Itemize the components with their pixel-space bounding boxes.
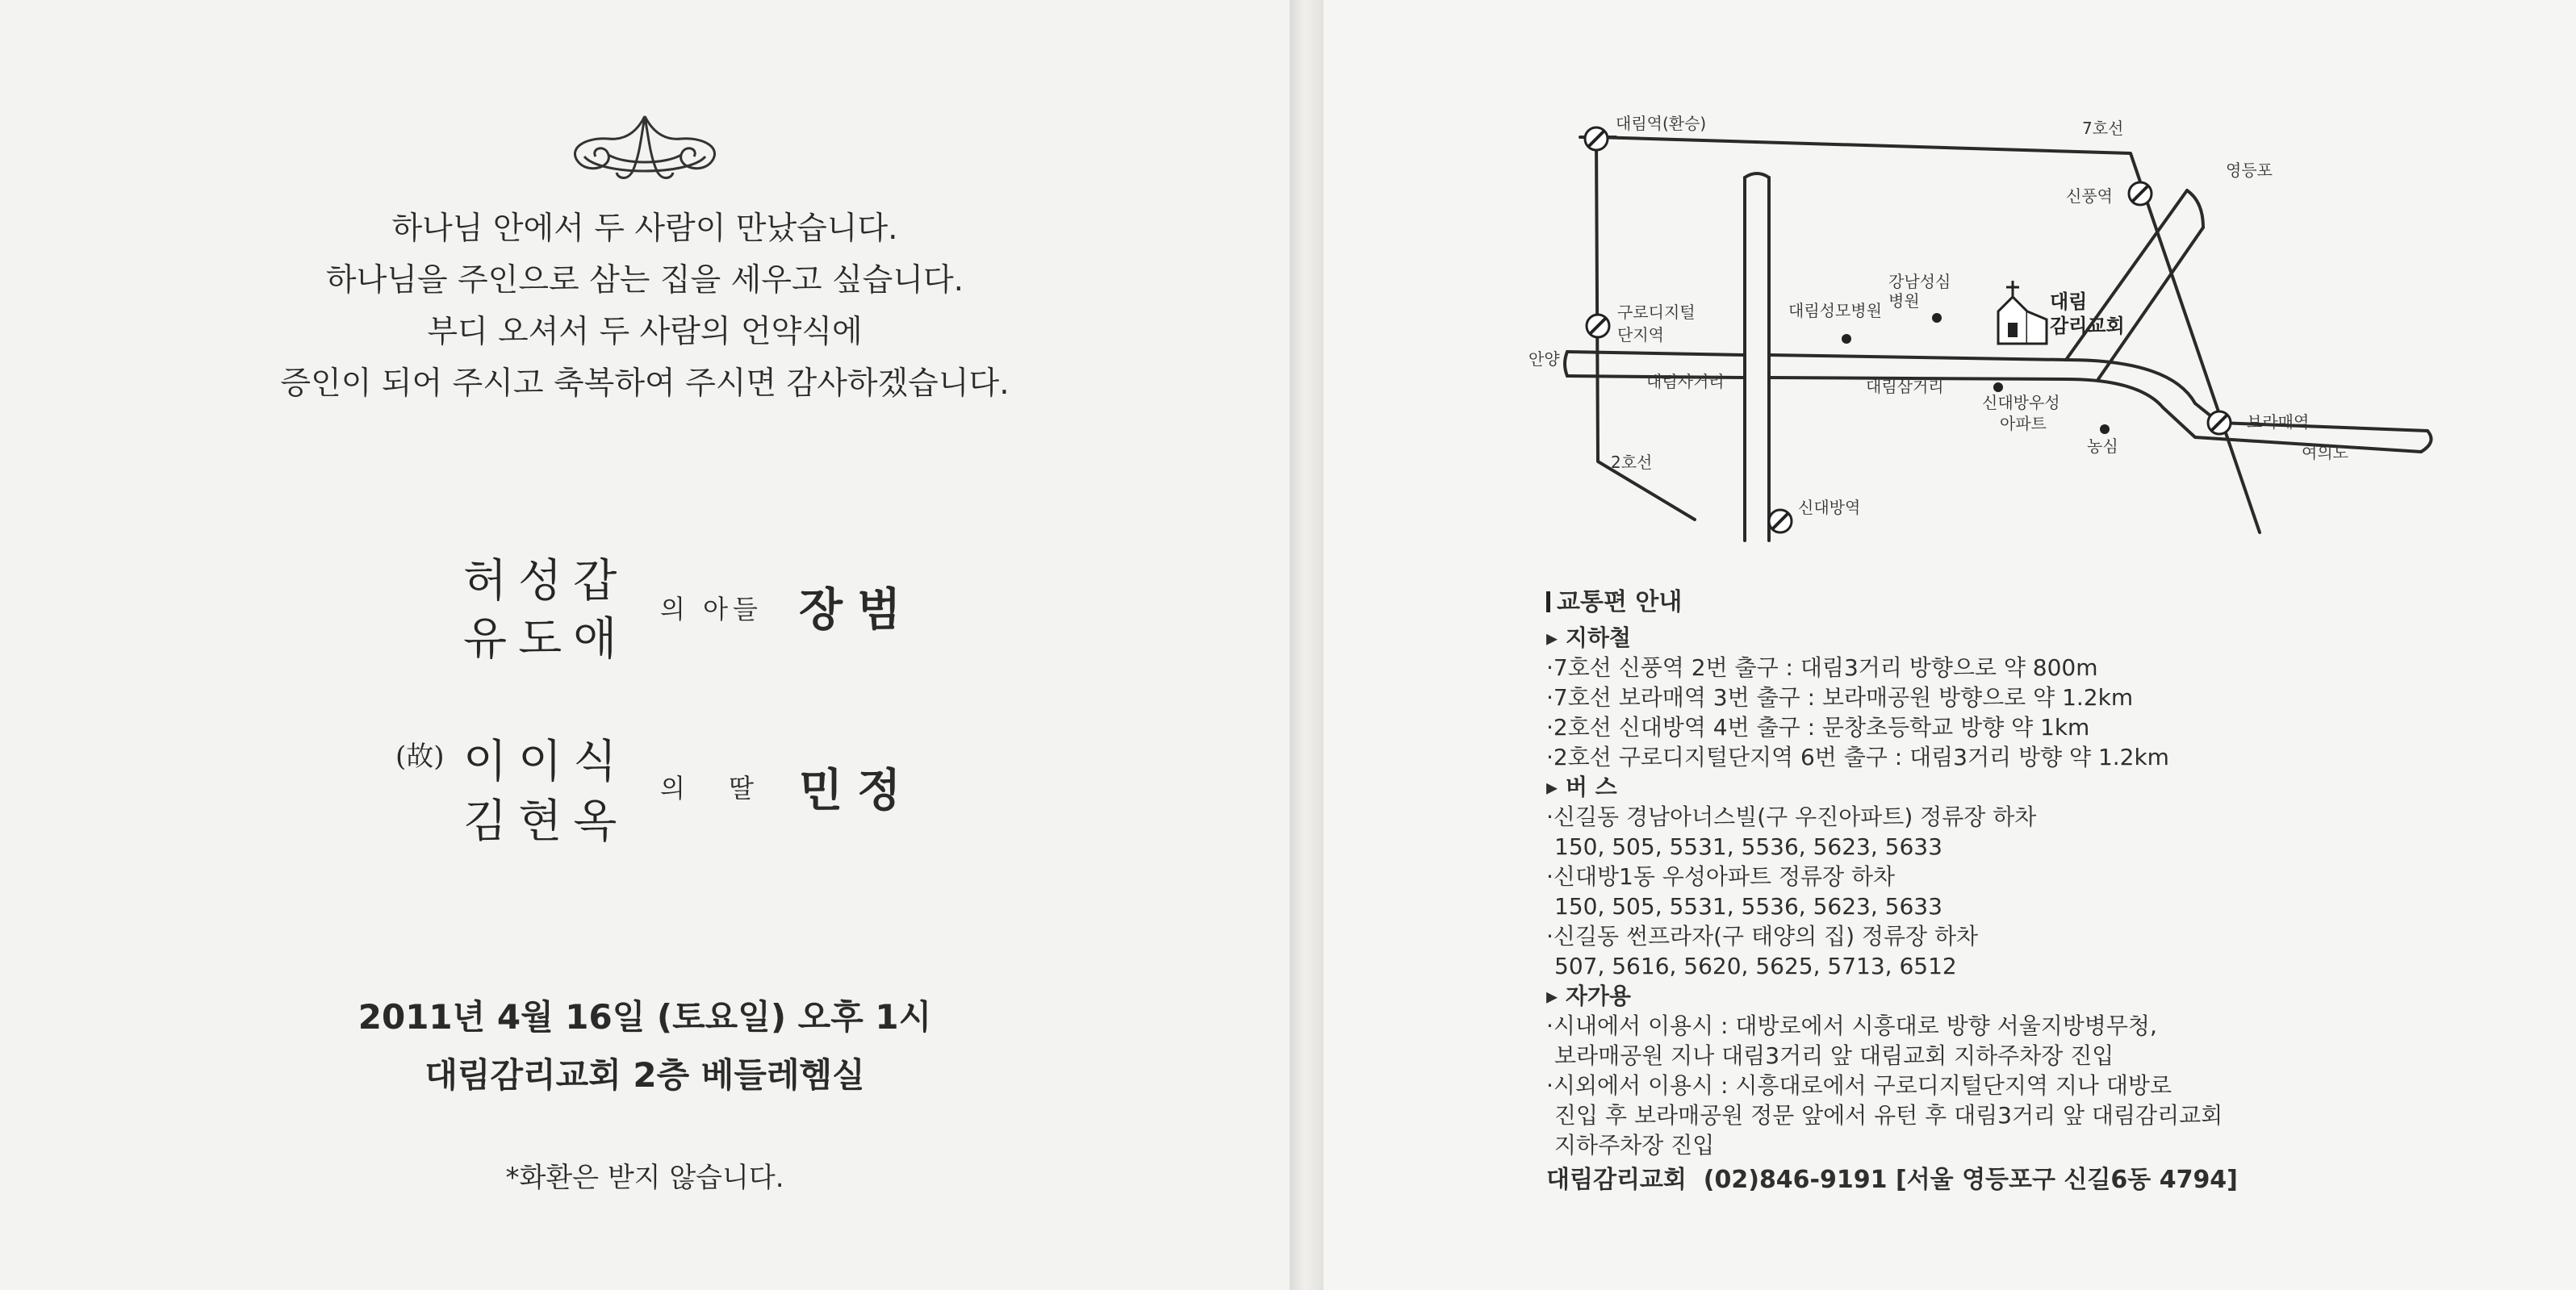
message-line: 하나님 안에서 두 사람이 만났습니다.: [391, 211, 898, 247]
guro-station-icon: [1587, 315, 1609, 337]
message-line: 하나님을 주인으로 삼는 집을 세우고 싶습니다.: [325, 262, 964, 298]
map-label: 구로디지털: [1617, 303, 1696, 322]
line7-route: [1596, 137, 2260, 532]
boramae-station-icon: [2208, 411, 2231, 434]
car-line: 보라매공원 지나 대림3거리 앞 대림교회 지하주차장 진입: [1554, 1042, 2114, 1069]
map-label: 영등포: [2226, 161, 2273, 180]
subway-line: ·7호선 신풍역 2번 출구 : 대림3거리 방향으로 약 800m: [1546, 654, 2098, 681]
sinpung-station-icon: [2129, 182, 2152, 205]
car-heading: 자가용: [1565, 983, 1631, 1009]
map-label: 여의도: [2302, 443, 2348, 462]
car-line: 지하주차장 진입: [1554, 1132, 1715, 1158]
hospital-dot-icon: [1842, 334, 1851, 344]
directions-section: [1546, 587, 2547, 1195]
bride-mother-name: 김현옥: [463, 795, 629, 848]
map-label: 대림역(환승): [1616, 114, 1707, 133]
triangle-icon: ▸: [1546, 983, 1566, 1009]
subway-line: ·7호선 보라매역 3번 출구 : 보라매공원 방향으로 약 1.2km: [1546, 684, 2134, 711]
map-label: 아파트: [2000, 414, 2047, 433]
map-label: 7호선: [2082, 119, 2124, 138]
map-label: 신대방우성: [1982, 393, 2060, 412]
groom-father-name: 허성갑: [463, 555, 629, 607]
map-label: 신대방역: [1798, 498, 1861, 517]
event-datetime: 2011년 4월 16일 (토요일) 오후 1시: [358, 997, 932, 1037]
map-label: 대림성모병원: [1788, 301, 1882, 320]
subway-heading: 지하철: [1565, 624, 1631, 651]
map-label: 대림: [2050, 290, 2088, 313]
message-line: 증인이 되어 주시고 축복하여 주시면 감사하겠습니다.: [280, 365, 1010, 402]
bus-line: 507, 5616, 5620, 5625, 5713, 6512: [1554, 953, 1957, 979]
bride-father-prefix: (故): [395, 741, 445, 773]
car-line: 진입 후 보라매공원 정문 앞에서 유턴 후 대림3거리 앞 대림감리교회: [1554, 1102, 2223, 1129]
map-label: 강남성심: [1888, 272, 1951, 291]
subway-line: ·2호선 신대방역 4번 출구 : 문창초등학교 방향 약 1km: [1546, 714, 2090, 741]
bride-father-name: 이이식: [463, 736, 629, 788]
map-label: 2호선: [1611, 453, 1653, 472]
nongsim-dot-icon: [2100, 424, 2110, 434]
hospital-dot-icon: [1932, 313, 1942, 323]
church-contact: 대림감리교회 (02)846-9191 [서울 영등포구 신길6동 4794]: [1546, 1166, 2238, 1194]
directions-page: [1324, 0, 2576, 1290]
bride-name: 민정: [799, 764, 916, 817]
flower-note: *화환은 받지 않습니다.: [505, 1162, 784, 1194]
triangle-icon: ▸: [1546, 624, 1566, 651]
bus-heading: 버 스: [1565, 774, 1617, 800]
church-icon: [1998, 281, 2047, 344]
daerim-station-icon: [1585, 127, 1608, 150]
car-line: ·시외에서 이용시 : 시흥대로에서 구로디지털단지역 지나 대방로: [1546, 1072, 2172, 1099]
groom-name: 장범: [799, 583, 916, 637]
message-line: 부디 오셔서 두 사람의 언약식에: [427, 314, 863, 350]
triangle-icon: ▸: [1546, 774, 1566, 800]
bride-relation: 의 딸: [660, 773, 772, 804]
groom-relation: 의 아들: [660, 594, 763, 624]
bus-line: ·신대방1동 우성아파트 정류장 하차: [1546, 863, 1896, 890]
bus-line: 150, 505, 5531, 5536, 5623, 5633: [1554, 893, 1942, 920]
apartment-dot-icon: [1993, 382, 2003, 392]
bus-line: ·신길동 경남아너스빌(구 우진아파트) 정류장 하차: [1546, 804, 2037, 830]
map-label: 단지역: [1617, 325, 1664, 344]
sindaebang-station-icon: [1769, 510, 1792, 532]
bus-line: ·신길동 썬프라자(구 태양의 집) 정류장 하차: [1546, 923, 1979, 950]
section-bar-icon: [1546, 591, 1550, 612]
location-map: [1324, 0, 2576, 565]
card-fold: [1290, 0, 1324, 1290]
map-label: 대림사거리: [1646, 372, 1725, 391]
map-label: 대림삼거리: [1866, 377, 1944, 396]
bus-line: 150, 505, 5531, 5536, 5623, 5633: [1554, 833, 1942, 860]
invitation-message: [0, 203, 1290, 410]
car-line: ·시내에서 이용시 : 대방로에서 시흥대로 방향 서울지방병무청,: [1546, 1012, 2157, 1039]
map-label: 안양: [1528, 349, 1560, 369]
ornament-icon: [560, 108, 730, 186]
groom-mother-name: 유도애: [463, 613, 629, 666]
map-label: 병원: [1888, 291, 1920, 311]
directions-title: 교통편 안내: [1557, 588, 1683, 616]
map-label: 농심: [2087, 436, 2118, 456]
map-label: 감리교회: [2050, 315, 2125, 337]
event-venue: 대림감리교회 2층 베들레헴실: [424, 1055, 865, 1095]
map-label: 신풍역: [2066, 186, 2113, 206]
map-label: 보라매역: [2247, 412, 2310, 432]
subway-line: ·2호선 구로디지털단지역 6번 출구 : 대림3거리 방향 약 1.2km: [1546, 744, 2169, 770]
